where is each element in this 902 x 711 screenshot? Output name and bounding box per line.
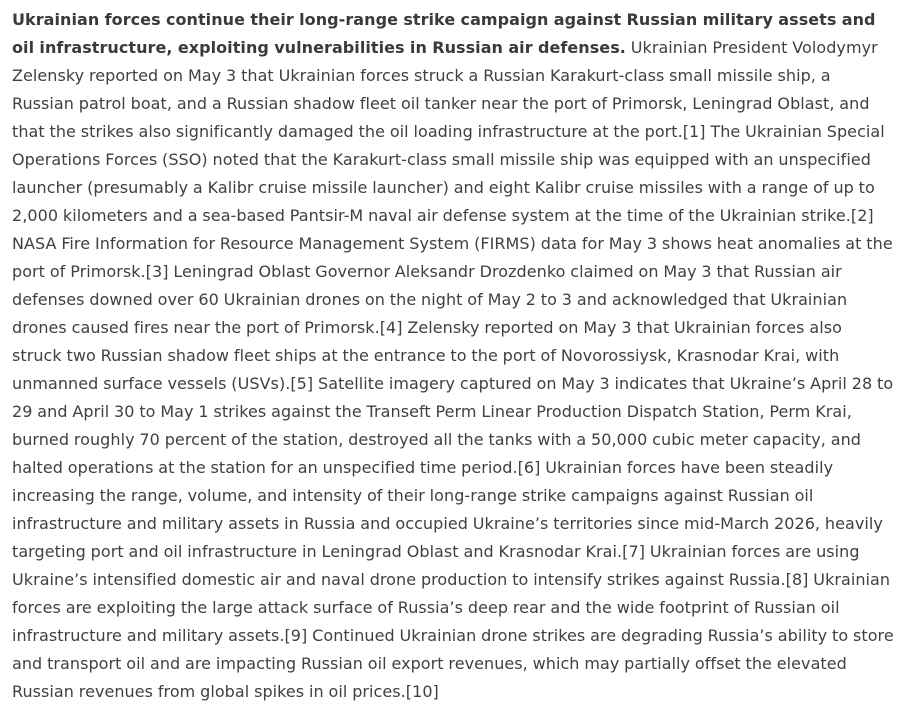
paragraph-body: Ukrainian President Volodymyr Zelensky reported on May 3 that Ukrainian forces struck a Russian Karakurt-class small missile ship, a Russian patrol boat, and a Russian shadow fleet oil tanker near the port of Primorsk, Leningrad Oblast, and that the strikes also significantly damaged the oil loading infrastructure at the port.[1] The Ukrainian Special Operations Forces (SSO) noted that the Karakurt-class small missile ship was equipped with an unspecified launcher (presumably a Kalibr cruise missile launcher) and eight Kalibr cruise missiles with a range of up to 2,000 kilometers and a sea-based Pantsir-M naval air defense system at the time of the Ukrainian strike.[2] NASA Fire Information for Resource Management System (FIRMS) data for May 3 shows heat anomalies at the port of Primorsk.[3] Leningrad Oblast Governor Aleksandr Drozdenko claimed on May 3 that Russian air defenses downed over 60 Ukrainian drones on the night of May 2 to 3 and acknowledged that Ukrainian drones caused fires near the port of Primorsk.[4] Zelensky reported on May 3 that Ukrainian forces also struck two Russian shadow fleet ships at the entrance to the port of Novorossiysk, Krasnodar Krai, with unmanned surface vessels (USVs).[5] Satellite imagery captured on May 3 indicates that Ukraine’s April 28 to 29 and April 30 to May 1 strikes against the Transeft Perm Linear Production Dispatch Station, Perm Krai, burned roughly 70 percent of the station, destroyed all the tanks with a 50,000 cubic meter capacity, and halted operations at the station for an unspecified time period.[6] Ukrainian forces have been steadily increasing the range, volume, and intensity of their long-range strike campaigns against Russian oil infrastructure and military assets in Russia and occupied Ukraine’s territories since mid-March 2026, heavily targeting port and oil infrastructure in Leningrad Oblast and Krasnodar Krai.[7] Ukrainian forces are using Ukraine’s intensified domestic air and naval drone production to intensify strikes against Russia.[8] Ukrainian forces are exploiting the large attack surface of Russia’s deep rear and the wide footprint of Russian oil infrastructure and military assets.[9] Continued Ukrainian drone strikes are degrading Russia’s ability to store and transport oil and are impacting Russian oil export revenues, which may partially offset the elevated Russian revenues from global spikes in oil prices.[10] — [12, 38, 894, 701]
article-paragraph — [12, 6, 896, 706]
lead-sentence: Ukrainian forces continue their long-range strike campaign against Russian military assets and oil infrastructure, exploiting vulnerabilities in Russian air defenses. — [12, 10, 876, 57]
